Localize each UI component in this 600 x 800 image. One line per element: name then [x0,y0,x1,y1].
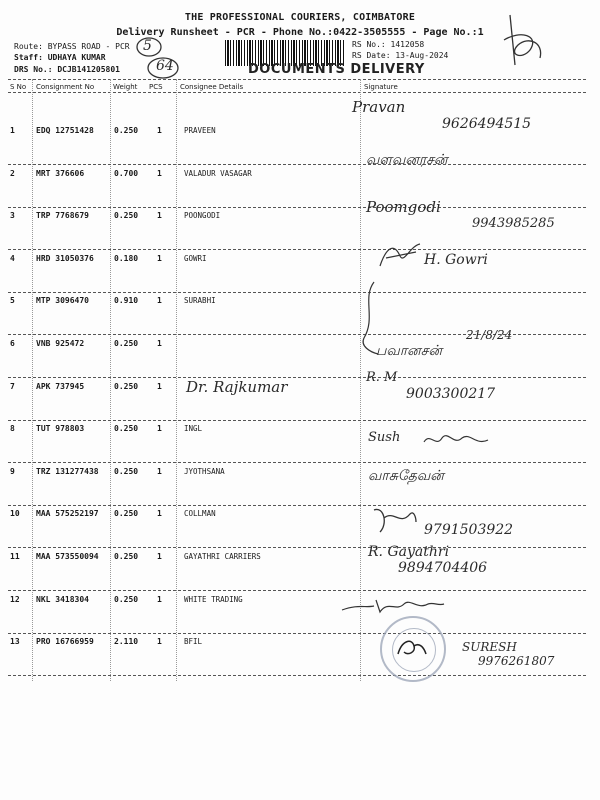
row-rule [8,420,586,421]
cell-consignment: TUT 978803 [36,424,85,433]
scribble-icon [370,504,420,538]
handwritten-mark-64: 64 [156,58,174,74]
column-header: PCS [149,83,163,91]
cell-consignment: TRZ 131277438 [36,467,99,476]
scribble-icon [376,238,424,270]
phone-row-13: 9976261807 [478,654,555,668]
cell-sno: 6 [10,339,15,348]
signature-row-2: வளவனரசன் [366,152,448,168]
cell-weight: 0.250 [114,382,139,391]
cell-pcs: 1 [157,637,162,646]
row-rule [8,249,586,250]
cell-consignee: WHITE TRADING [184,595,243,604]
cell-consignee: GAYATHRI CARRIERS [184,552,261,561]
date-row-6: 21/8/24 [466,328,513,342]
cell-consignment: MTP 3096470 [36,296,89,305]
cell-pcs: 1 [157,254,162,263]
cell-pcs: 1 [157,211,162,220]
column-header: Consignee Details [180,83,244,91]
phone-row-7: 9003300217 [406,386,496,402]
cell-consignment: MAA 573550094 [36,552,99,561]
cell-consignee: BFIL [184,637,203,646]
cell-sno: 11 [10,552,20,561]
circle-mark [146,56,180,80]
phone-row-1: 9626494515 [442,116,532,132]
row-rule [8,292,586,293]
row-rule [8,377,586,378]
column-header: Weight [113,83,138,91]
cell-sno: 10 [10,509,20,518]
cell-sno: 2 [10,169,15,178]
route-info: Route: BYPASS ROAD - PCR [14,42,130,51]
cell-pcs: 1 [157,169,162,178]
corner-scribble-icon [500,10,550,70]
cell-consignee: COLLMAN [184,509,216,518]
cell-sno: 13 [10,637,20,646]
signature-row-9: வாசுதேவன் [368,468,444,484]
cell-sno: 4 [10,254,15,263]
cell-weight: 2.110 [114,637,139,646]
cell-sno: 1 [10,126,15,135]
cell-weight: 0.250 [114,467,139,476]
signature-row-7: R. M [366,370,398,385]
signature-row-3: Poomgodi [366,198,441,216]
runsheet-subtitle: Delivery Runsheet - PCR - Phone No.:0422-3505555 - Page No.:1 [116,27,484,38]
column-header: Consignment No [36,83,95,91]
cell-consignee: SURABHI [184,296,216,305]
staff-info: Staff: UDHAYA KUMAR [14,53,106,62]
cell-sno: 8 [10,424,15,433]
cell-consignment: NKL 3418304 [36,595,89,604]
signature-row-4: H. Gowri [424,252,488,268]
cell-consignment: HRD 31050376 [36,254,94,263]
cell-consignee: JYOTHSANA [184,467,225,476]
company-title: THE PROFESSIONAL COURIERS, COIMBATORE [184,12,416,23]
cell-consignment: VNB 925472 [36,339,85,348]
phone-row-3: 9943985285 [472,216,555,231]
cell-consignee: PRAVEEN [184,126,216,135]
column-header: Signature [364,83,398,91]
cell-consignee: GOWRI [184,254,207,263]
row-rule [8,633,586,634]
consignee-handwritten-row-7: Dr. Rajkumar [186,378,288,396]
cell-weight: 0.250 [114,126,139,135]
cell-sno: 7 [10,382,15,391]
table-header-rule [8,92,586,93]
circle-mark [135,36,163,58]
scribble-icon [422,430,492,450]
drs-number: DRS No.: DCJB141205801 [14,65,120,74]
cell-pcs: 1 [157,595,162,604]
signature-row-13: SURESH [462,640,517,654]
cell-sno: 3 [10,211,15,220]
signature-row-1: Pravan [352,98,406,116]
cell-sno: 5 [10,296,15,305]
phone-row-10: 9791503922 [424,522,514,538]
cell-weight: 0.250 [114,424,139,433]
seal-signature-icon [394,634,430,660]
cell-pcs: 1 [157,424,162,433]
cell-weight: 0.250 [114,211,139,220]
cell-pcs: 1 [157,296,162,305]
documents-stamp: DOCUMENTS DELIVERY [248,62,425,77]
cell-pcs: 1 [157,552,162,561]
handwritten-mark-5: 5 [143,38,152,54]
cell-consignment: TRP 7768679 [36,211,89,220]
phone-row-11: 9894704406 [398,560,488,576]
row-rule [8,462,586,463]
cell-weight: 0.250 [114,595,139,604]
row-rule [8,547,586,548]
cell-consignee: POONGODI [184,211,221,220]
row-rule [8,164,586,165]
cell-sno: 9 [10,467,15,476]
row-rule [8,675,586,676]
column-header: S No [10,83,27,91]
cell-pcs: 1 [157,467,162,476]
cell-consignment: PRO 16766959 [36,637,94,646]
table-top-rule [8,79,586,80]
cell-weight: 0.250 [114,339,139,348]
signature-row-11: R. Gayathri [368,544,450,560]
signature-row-12 [338,594,448,616]
cell-consignment: EDQ 12751428 [36,126,94,135]
rs-date: RS Date: 13-Aug-2024 [352,51,449,60]
row-rule [8,590,586,591]
cell-sno: 12 [10,595,20,604]
cell-weight: 0.180 [114,254,139,263]
cell-weight: 0.250 [114,509,139,518]
signature-row-6: பவானசன் [376,343,443,359]
rs-number: RS No.: 1412058 [352,40,425,49]
cell-consignee: INGL [184,424,203,433]
row-rule [8,207,586,208]
cell-weight: 0.250 [114,552,139,561]
cell-pcs: 1 [157,339,162,348]
cell-weight: 0.700 [114,169,139,178]
cell-consignee: VALADUR VASAGAR [184,169,252,178]
cell-consignment: APK 737945 [36,382,85,391]
cell-pcs: 1 [157,382,162,391]
cell-consignment: MRT 376606 [36,169,85,178]
row-rule [8,505,586,506]
cell-pcs: 1 [157,126,162,135]
signature-row-8: Sush [368,430,401,445]
cell-pcs: 1 [157,509,162,518]
cell-consignment: MAA 575252197 [36,509,99,518]
cell-weight: 0.910 [114,296,139,305]
